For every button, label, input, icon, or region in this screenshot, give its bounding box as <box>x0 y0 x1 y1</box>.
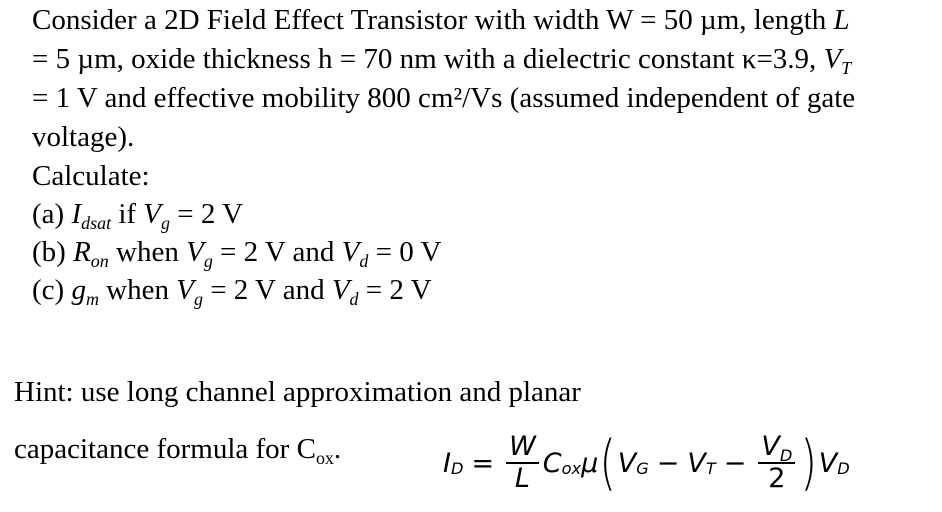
voltage-subscript: g <box>203 250 213 271</box>
calculate-label: Calculate: <box>32 160 150 192</box>
voltage-subscript: d <box>349 288 359 309</box>
minus-sign: − <box>723 447 747 479</box>
problem-text: voltage). <box>32 121 135 153</box>
part-text: = 2 V <box>358 274 432 306</box>
calculate-heading <box>32 158 150 194</box>
problem-line-2 <box>32 41 851 77</box>
threshold-subscript: T <box>841 57 852 78</box>
formula-drain-voltage: V <box>761 431 780 462</box>
formula-gate-voltage: V <box>617 447 637 479</box>
transconductance-subscript: m <box>85 288 99 309</box>
part-text: when <box>98 274 177 306</box>
voltage-subscript: d <box>359 250 369 271</box>
hint-line-2 <box>14 433 341 466</box>
formula-current: I <box>443 447 451 479</box>
formula-subscript: D <box>779 445 793 465</box>
formula-mobility: μ <box>581 447 599 479</box>
voltage-subscript: g <box>193 288 203 309</box>
part-b <box>32 234 441 270</box>
part-text: = 2 V and <box>202 274 332 306</box>
part-label: (c) <box>32 274 72 306</box>
width-length-fraction <box>506 432 539 494</box>
voltage-symbol: V <box>176 274 194 306</box>
problem-line-4 <box>32 119 134 155</box>
part-label: (b) <box>32 236 74 268</box>
resistance-symbol: R <box>73 236 91 268</box>
fraction-denominator: L <box>514 463 530 494</box>
problem-text: Consider a 2D Field Effect Transistor with width W = 50 µm, length <box>32 4 834 36</box>
voltage-symbol: V <box>186 236 204 268</box>
problem-text: = 1 V and effective mobility 800 cm²/Vs (assumed independent of gate <box>32 82 856 114</box>
part-c <box>32 272 432 308</box>
problem-text: = 5 µm, oxide thickness h = 70 nm with a dielectric constant κ=3.9, <box>32 43 824 75</box>
drain-voltage-fraction <box>758 432 795 494</box>
left-paren: ( <box>599 428 617 498</box>
formula-threshold-voltage: V <box>687 447 706 479</box>
hint-text: Hint: use long channel approximation and planar <box>14 376 581 408</box>
fraction-denominator: 2 <box>768 463 786 494</box>
fraction-numerator: W <box>506 432 539 464</box>
voltage-symbol: V <box>341 236 360 268</box>
current-symbol: I <box>71 198 82 230</box>
right-paren: ) <box>800 428 818 498</box>
hint-text: . <box>333 433 342 465</box>
voltage-subscript: g <box>161 212 170 233</box>
threshold-symbol: V <box>823 43 842 75</box>
part-text: = 2 V and <box>212 236 342 268</box>
current-subscript: dsat <box>81 212 112 233</box>
problem-line-1 <box>32 2 850 38</box>
part-a <box>32 196 243 232</box>
minus-sign: − <box>656 447 680 479</box>
hint-line-1 <box>14 376 581 409</box>
drain-current-formula: I $_D$ = $\frac{W}{L}$ C $_{ox}$ μ ( V $_G$ − V $_T$ − $\frac{V_D}{2}$ ) V $_D$ <box>443 428 850 498</box>
formula-drain-voltage: V <box>818 447 838 479</box>
problem-line-3 <box>32 80 855 116</box>
fraction-numerator <box>758 432 795 464</box>
hint-text: capacitance formula for C <box>14 433 316 465</box>
part-text: = 0 V <box>368 236 442 268</box>
oxide-subscript: ox <box>315 447 334 468</box>
part-text: if <box>111 198 144 230</box>
voltage-symbol: V <box>331 274 350 306</box>
formula-capacitance: C <box>542 447 562 479</box>
resistance-subscript: on <box>90 250 109 271</box>
part-label: (a) <box>32 198 72 230</box>
transconductance-symbol: g <box>71 274 86 306</box>
part-text: = 2 V <box>170 198 244 230</box>
length-symbol: L <box>833 4 850 36</box>
part-text: when <box>108 236 187 268</box>
voltage-symbol: V <box>143 198 162 230</box>
equals-sign: = <box>471 447 495 479</box>
